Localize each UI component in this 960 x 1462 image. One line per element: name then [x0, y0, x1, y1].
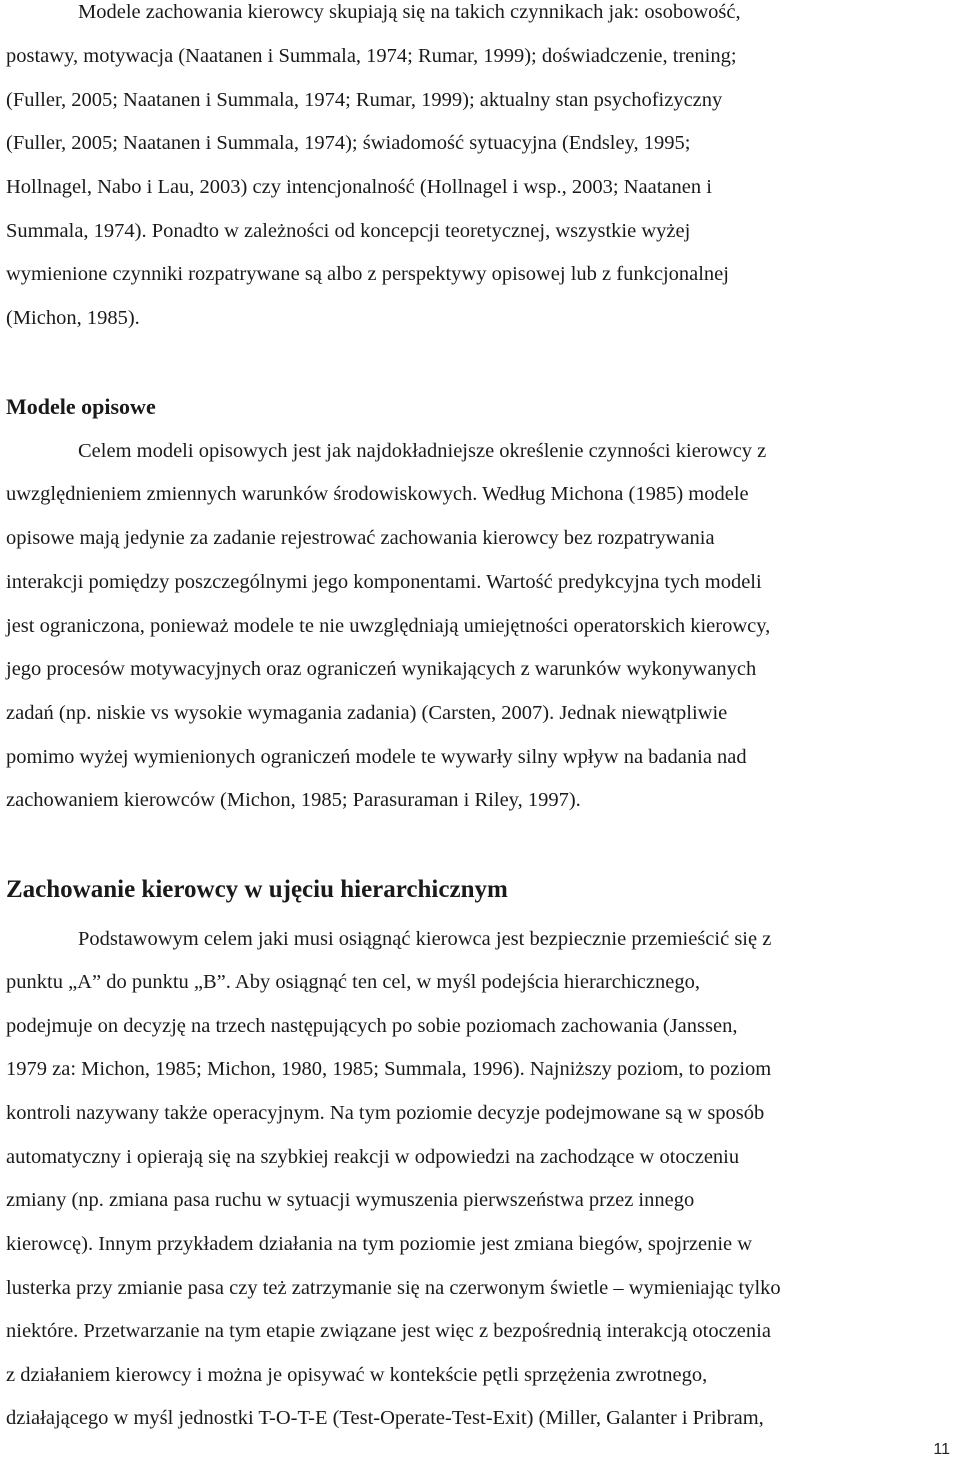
hierarchical-line-10: niektóre. Przetwarzanie na tym etapie związane jest więc z bezpośrednią interakcją otoczenia: [6, 1320, 771, 1342]
descriptive-line-4: interakcji pomiędzy poszczególnymi jego komponentami. Wartość predykcyjna tych modeli: [6, 571, 762, 593]
hierarchical-line-2: punktu „A” do punktu „B”. Aby osiągnąć ten cel, w myśl podejścia hierarchicznego,: [6, 971, 700, 993]
hierarchical-line-12: działającego w myśl jednostki T-O-T-E (Test-Operate-Test-Exit) (Miller, Galanter i Pribram,: [6, 1407, 764, 1429]
intro-line-8: (Michon, 1985).: [6, 307, 140, 329]
hierarchical-line-7: zmiany (np. zmiana pasa ruchu w sytuacji wymuszenia pierwszeństwa przez innego: [6, 1189, 695, 1211]
descriptive-line-2: uwzględnieniem zmiennych warunków środowiskowych. Według Michona (1985) modele: [6, 483, 749, 505]
hierarchical-line-11: z działaniem kierowcy i można je opisywać w kontekście pętli sprzężenia zwrotnego,: [6, 1364, 708, 1386]
page-number: 11: [933, 1441, 950, 1458]
intro-line-5: Hollnagel, Nabo i Lau, 2003) czy intencjonalność (Hollnagel i wsp., 2003; Naatanen i: [6, 176, 712, 198]
hierarchical-line-6: automatyczny i opierają się na szybkiej reakcji w odpowiedzi na zachodzące w otoczeniu: [6, 1146, 740, 1168]
hierarchical-line-9: lusterka przy zmianie pasa czy też zatrzymanie się na czerwonym świetle – wymieniając tylko: [6, 1277, 781, 1299]
descriptive-line-3: opisowe mają jedynie za zadanie rejestrować zachowania kierowcy bez rozpatrywania: [6, 527, 715, 549]
hierarchical-line-5: kontroli nazywany także operacyjnym. Na tym poziomie decyzje podejmowane są w sposób: [6, 1102, 765, 1124]
intro-line-6: Summala, 1974). Ponadto w zależności od koncepcji teoretycznej, wszystkie wyżej: [6, 220, 691, 242]
descriptive-line-6: jego procesów motywacyjnych oraz ograniczeń wynikających z warunków wykonywanych: [6, 658, 757, 680]
descriptive-line-1: Celem modeli opisowych jest jak najdokładniejsze określenie czynności kierowcy z: [78, 440, 767, 462]
intro-line-1: Modele zachowania kierowcy skupiają się na takich czynnikach jak: osobowość,: [78, 1, 741, 23]
heading-descriptive-models: Modele opisowe: [6, 394, 156, 419]
hierarchical-line-1: Podstawowym celem jaki musi osiągnąć kierowca jest bezpiecznie przemieścić się z: [78, 928, 772, 950]
descriptive-line-7: zadań (np. niskie vs wysokie wymagania zadania) (Carsten, 2007). Jednak niewątpliwie: [6, 702, 728, 724]
intro-line-7: wymienione czynniki rozpatrywane są albo z perspektywy opisowej lub z funkcjonalnej: [6, 263, 729, 285]
hierarchical-line-8: kierowcę). Innym przykładem działania na tym poziomie jest zmiana biegów, spojrzenie w: [6, 1233, 753, 1255]
heading-hierarchical-approach: Zachowanie kierowcy w ujęciu hierarchicznym: [6, 876, 508, 903]
intro-line-4: (Fuller, 2005; Naatanen i Summala, 1974); świadomość sytuacyjna (Endsley, 1995;: [6, 132, 691, 154]
intro-line-2: postawy, motywacja (Naatanen i Summala, 1974; Rumar, 1999); doświadczenie, trening;: [6, 45, 737, 67]
intro-line-3: (Fuller, 2005; Naatanen i Summala, 1974; Rumar, 1999); aktualny stan psychofizyczny: [6, 89, 723, 111]
hierarchical-line-4: 1979 za: Michon, 1985; Michon, 1980, 1985; Summala, 1996). Najniższy poziom, to poziom: [6, 1058, 772, 1080]
descriptive-line-9: zachowaniem kierowców (Michon, 1985; Parasuraman i Riley, 1997).: [6, 789, 581, 811]
hierarchical-line-3: podejmuje on decyzję na trzech następujących po sobie poziomach zachowania (Janssen,: [6, 1015, 738, 1037]
descriptive-line-5: jest ograniczona, ponieważ modele te nie uwzględniają umiejętności operatorskich kierowcy,: [6, 615, 771, 637]
descriptive-line-8: pomimo wyżej wymienionych ograniczeń modele te wywarły silny wpływ na badania nad: [6, 746, 747, 768]
